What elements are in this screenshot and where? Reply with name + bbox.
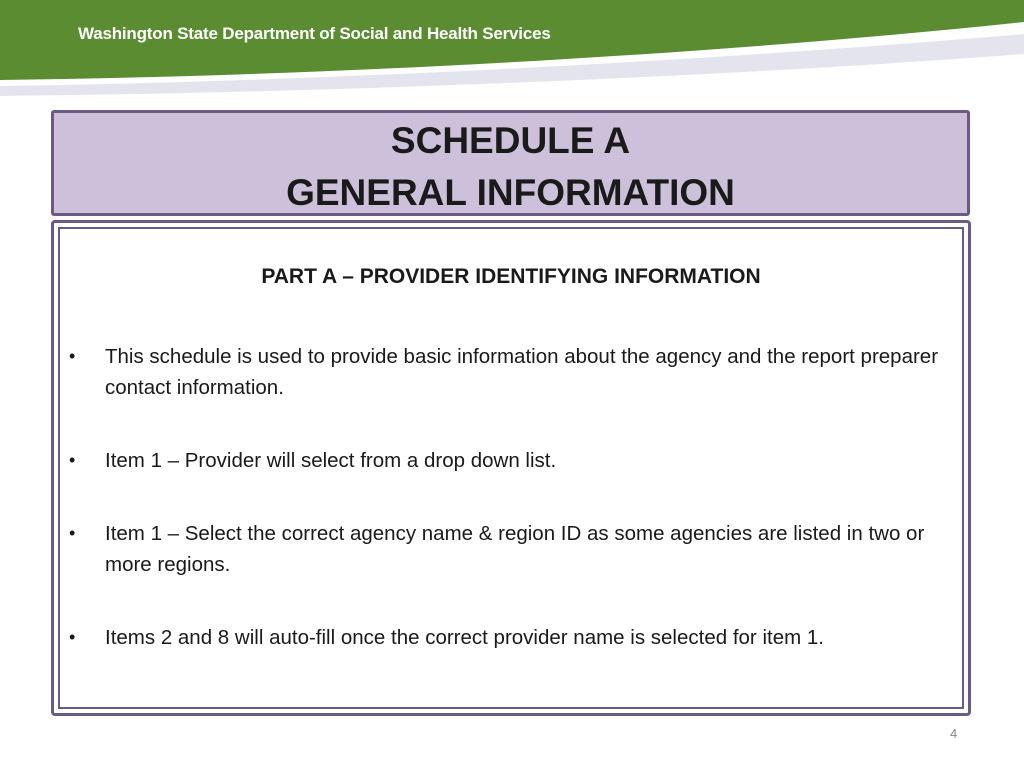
page-number: 4 — [950, 726, 958, 741]
bullet-icon: • — [69, 450, 76, 470]
bullet-item — [60, 341, 962, 403]
content-inner-frame — [58, 227, 964, 709]
bullet-list — [60, 341, 962, 695]
bullet-icon: • — [69, 627, 76, 647]
org-name: Washington State Department of Social and Health Services — [78, 24, 551, 43]
title-line-1: SCHEDULE A — [390, 120, 631, 161]
part-heading: PART A – PROVIDER IDENTIFYING INFORMATION — [261, 265, 761, 288]
bullet-text: Item 1 – Provider will select from a drop down list. — [105, 449, 557, 472]
header-band — [0, 0, 1024, 100]
bullet-item — [60, 622, 962, 653]
bullet-text: This schedule is used to provide basic information about the agency and the report preparer contact information. — [105, 345, 939, 399]
title-line-2: GENERAL INFORMATION — [286, 172, 735, 213]
bullet-item — [60, 445, 962, 476]
bullet-text: Items 2 and 8 will auto-fill once the correct provider name is selected for item 1. — [105, 626, 824, 649]
bullet-text: Item 1 – Select the correct agency name & region ID as some agencies are listed in two or more regions. — [105, 522, 925, 576]
bullet-icon: • — [69, 523, 76, 543]
title-box — [51, 110, 970, 216]
bullet-icon: • — [69, 346, 76, 366]
content-box — [51, 220, 971, 716]
bullet-item — [60, 518, 962, 580]
header-swoosh-graphic — [0, 0, 1024, 100]
